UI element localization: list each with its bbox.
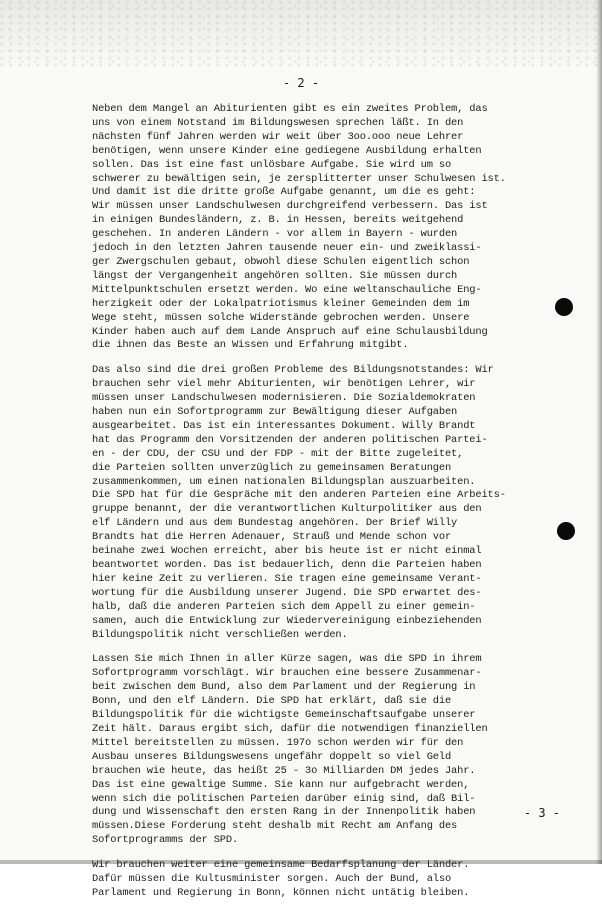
scan-edge-right <box>596 0 602 864</box>
page-number: - 2 - <box>282 76 320 90</box>
body-text <box>92 103 562 905</box>
scan-noise <box>0 0 602 70</box>
paragraph-3: Lassen Sie mich Ihnen in aller Kürze sagen, was die SPD in ihrem Sofortprogramm vorschlägt. Wir brauchen eine bessere Zusammenar- beit zwischen dem Bund, also dem Parlament und der Regierung in Bonn, und den elf Ländern. Die SPD hat erklärt, daß sie die Bildungspolitik für die wichtigste Gemeinschaftsaufgabe unserer Zeit hält. Daraus ergibt sich, dafür die notwendigen finanziellen Mittel bereitstellen zu müssen. 197o schon werden wir für den Ausbau unseres Bildungswesens ungefähr doppelt so viel Geld brauchen wie heute, das heißt 25 - 3o Milliarden DM jedes Jahr. Das ist eine gewaltige Summe. Sie kann nur aufgebracht werden, wenn sich die politischen Parteien darüber einig sind, daß Bil- dung und Wissenschaft den ersten Rang in der Innenpolitik haben müssen.Diese Forderung steht deshalb mit Recht am Anfang des Sofortprogramms der SPD. <box>92 653 488 847</box>
next-page-marker: - 3 - <box>523 806 560 820</box>
paragraph-2: Das also sind die drei großen Probleme des Bildungsnotstandes: Wir brauchen sehr viel mehr Abiturienten, wir benötigen Lehrer, wir müssen unser Landschulwesen modernisieren. Die Sozialdemokraten haben nun ein Sofortprogramm zur Bewältigung dieser Aufgaben ausgearbeitet. Das ist ein interessantes Dokument. Willy Brandt hat das Programm den Vorsitzenden der anderen politischen Partei- en - der CDU, der CSU und der FDP - mit der Bitte zugeleitet, die Parteien sollten unverzüglich zu gemeinsamen Beratungen zusammenkommen, um einen nationalen Bildungsplan auszuarbeiten. Die SPD hat für die Gespräche mit den anderen Parteien eine Arbeits- gruppe benannt, der die verantwortlichen Kulturpolitiker aus den elf Ländern und aus dem Bundestag angehören. Der Brief Willy Brandts hat die Herren Adenauer, Strauß und Mende schon vor beinahe zwei Wochen erreicht, aber bis heute ist er nicht einmal beantwortet worden. Das ist bedauerlich, denn die Parteien haben hier keine Zeit zu verlieren. Sie tragen eine gemeinsame Verant- wortung für die Ausbildung unserer Jugend. Die SPD erwartet des- halb, daß die anderen Parteien sich dem Appell zu einer gemein- samen, auch die Entwicklung zur Wiedervereinigung einbeziehenden Bildungspolitik nicht verschließen werden. <box>92 364 506 641</box>
paragraph-1: Neben dem Mangel an Abiturienten gibt es ein zweites Problem, das uns von einem Notstand im Bildungswesen sprechen läßt. In den nächsten fünf Jahren werden wir weit über 3oo.ooo neue Lehrer benötigen, wenn unsere Kinder eine gediegene Ausbildung erhalten sollen. Das ist eine fast unlösbare Aufgabe. Sie wird um so schwerer zu bewältigen sein, je zersplitterter unser Schulwesen ist. Und damit ist die dritte große Aufgabe genannt, um die es geht: Wir müssen unser Landschulwesen durchgreifend verbessern. Das ist in einigen Bundesländern, z. B. in Hessen, bereits weitgehend geschehen. In anderen Ländern - vor allem in Bayern - wurden jedoch in den letzten Jahren tausende neuer ein- und zweiklassi- ger Zwergschulen gebaut, obwohl diese Schulen eigentlich schon längst der Vergangenheit angehören sollten. Sie müssen durch Mittelpunktschulen ersetzt werden. Wo eine weltanschauliche Eng- herzigkeit oder der Lokalpatriotismus kleiner Gemeinden dem im Wege steht, müssen solche Widerstände gebrochen werden. Unsere Kinder haben auch auf dem Lande Anspruch auf eine Schulausbildung die ihnen das Beste an Wissen und Erfahrung mitgibt. <box>92 103 506 352</box>
punch-hole-icon <box>557 522 575 540</box>
paragraph-4: Wir brauchen weiter eine gemeinsame Bedarfsplanung der Länder. Dafür müssen die Kultusminister sorgen. Auch der Bund, also Parlament und Regierung in Bonn, können nicht untätig bleiben. <box>92 859 470 899</box>
punch-hole-icon <box>555 298 573 316</box>
